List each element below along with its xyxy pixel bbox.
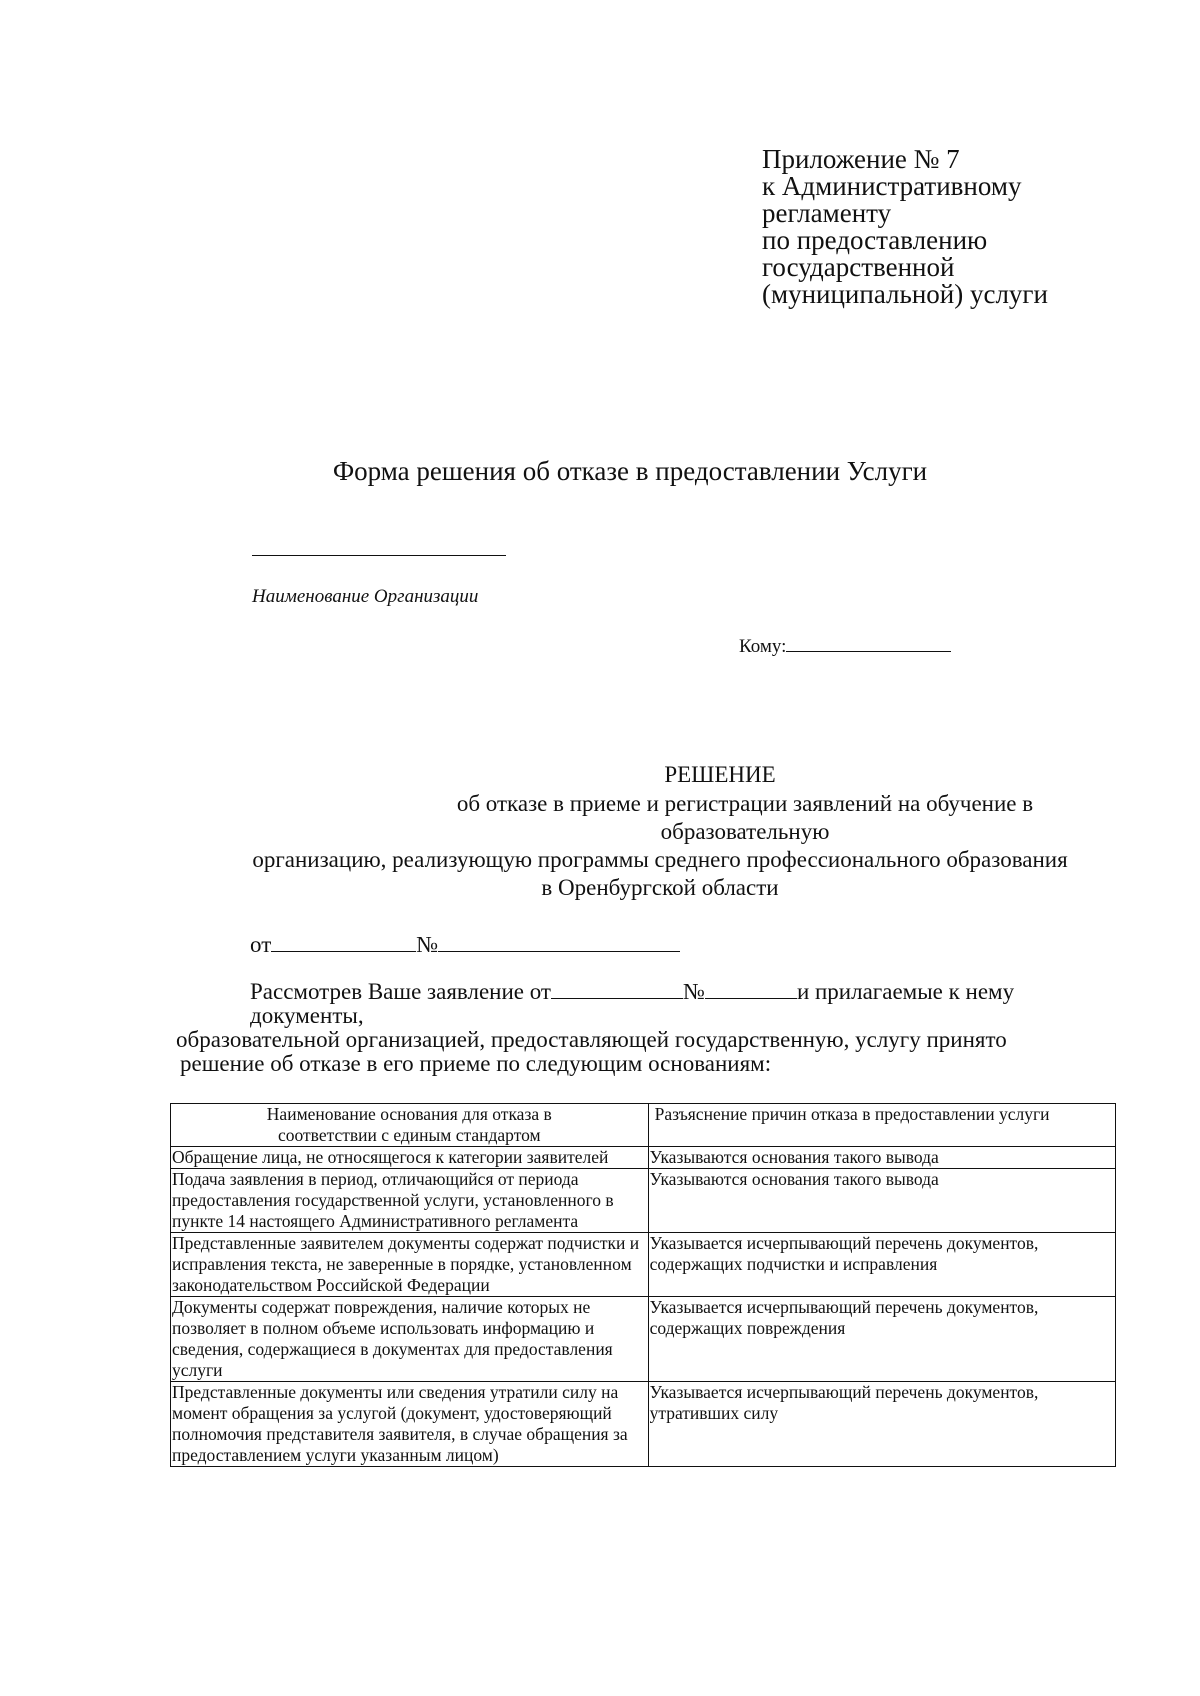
table-row (171, 1233, 1116, 1297)
table-cell-ground: Документы содержат повреждения, наличие которых не позволяет в полном объеме использовать информацию и сведения, содержащиеся в документах для предоставления услуги (171, 1297, 649, 1382)
recipient-label: Кому: (739, 636, 787, 657)
body-line (176, 980, 1106, 1004)
organization-label: Наименование Организации (252, 586, 479, 607)
body-line: образовательной организацией, предоставляющей государственную, услугу принято (176, 1027, 1007, 1052)
table-cell-explanation: Указываются основания такого вывода (648, 1147, 1115, 1169)
table-cell-explanation: Указывается исчерпывающий перечень документов, содержащих повреждения (648, 1297, 1115, 1382)
table-cell-ground: Подача заявления в период, отличающийся от периода предоставления государственной услуги, установленного в пункте 14 настоящего Административного регламента (171, 1169, 649, 1233)
decision-subtitle-line: об отказе в приеме и регистрации заявлений на обучение в образовательную (456, 791, 1034, 844)
table-row (171, 1169, 1116, 1233)
appendix-line: Приложение № 7 (762, 144, 960, 174)
decision-subtitle-line: организацию, реализующую программы среднего профессионального образования (252, 847, 1068, 872)
application-number-blank (705, 980, 797, 999)
table-cell-ground: Представленные заявителем документы содержат подчистки и исправления текста, не заверенные в порядке, установленном законодательством Российской Федерации (171, 1233, 649, 1297)
table-row (171, 1382, 1116, 1467)
table-cell-ground: Обращение лица, не относящегося к категории заявителей (171, 1147, 649, 1169)
date-label: от (250, 932, 272, 957)
appendix-line: государственной (762, 252, 955, 282)
decision-subtitle-line: в Оренбургской области (541, 875, 779, 900)
appendix-line: к Административному (762, 171, 1022, 201)
number-label: № (416, 932, 439, 957)
recipient-blank (786, 633, 951, 652)
body-line: решение об отказе в его приеме по следующим основаниям: (180, 1051, 772, 1076)
table-cell-explanation: Указывается исчерпывающий перечень документов, утративших силу (648, 1382, 1115, 1467)
body-text: и прилагаемые к нему (796, 979, 1015, 1004)
form-title: Форма решения об отказе в предоставлении Услуги (332, 456, 928, 486)
decision-title: РЕШЕНИЕ (664, 762, 776, 787)
appendix-block (762, 146, 1048, 308)
number-blank (438, 933, 680, 952)
organization-blank-line (252, 555, 506, 556)
table-row (171, 1297, 1116, 1382)
decision-subtitle (200, 790, 1120, 902)
body-line: документы, (250, 1003, 364, 1028)
recipient-field (739, 633, 951, 658)
appendix-line: (муниципальной) услуги (762, 279, 1048, 309)
application-date-blank (551, 980, 683, 999)
appendix-line: регламенту (762, 198, 892, 228)
date-blank (271, 933, 416, 952)
table-header-row (171, 1104, 1116, 1147)
table-cell-ground: Представленные документы или сведения утратили силу на момент обращения за услугой (документ, удостоверяющий полномочия представителя заявителя, в случае обращения за предоставлением услуги указанным лицом) (171, 1382, 649, 1467)
body-text: № (682, 979, 705, 1004)
appendix-line: по предоставлению (762, 225, 988, 255)
decision-date-number (250, 932, 680, 958)
body-text: Рассмотрев Ваше заявление от (250, 979, 551, 1004)
body-paragraph (176, 980, 1106, 1076)
table-header-explanation: Разъяснение причин отказа в предоставлении услуги (648, 1104, 1115, 1147)
table-row (171, 1147, 1116, 1169)
refusal-grounds-table (170, 1103, 1116, 1467)
table-cell-explanation: Указывается исчерпывающий перечень документов, содержащих подчистки и исправления (648, 1233, 1115, 1297)
table-header-ground: Наименование основания для отказа в соответствии с единым стандартом (171, 1104, 649, 1147)
table-cell-explanation: Указываются основания такого вывода (648, 1169, 1115, 1233)
